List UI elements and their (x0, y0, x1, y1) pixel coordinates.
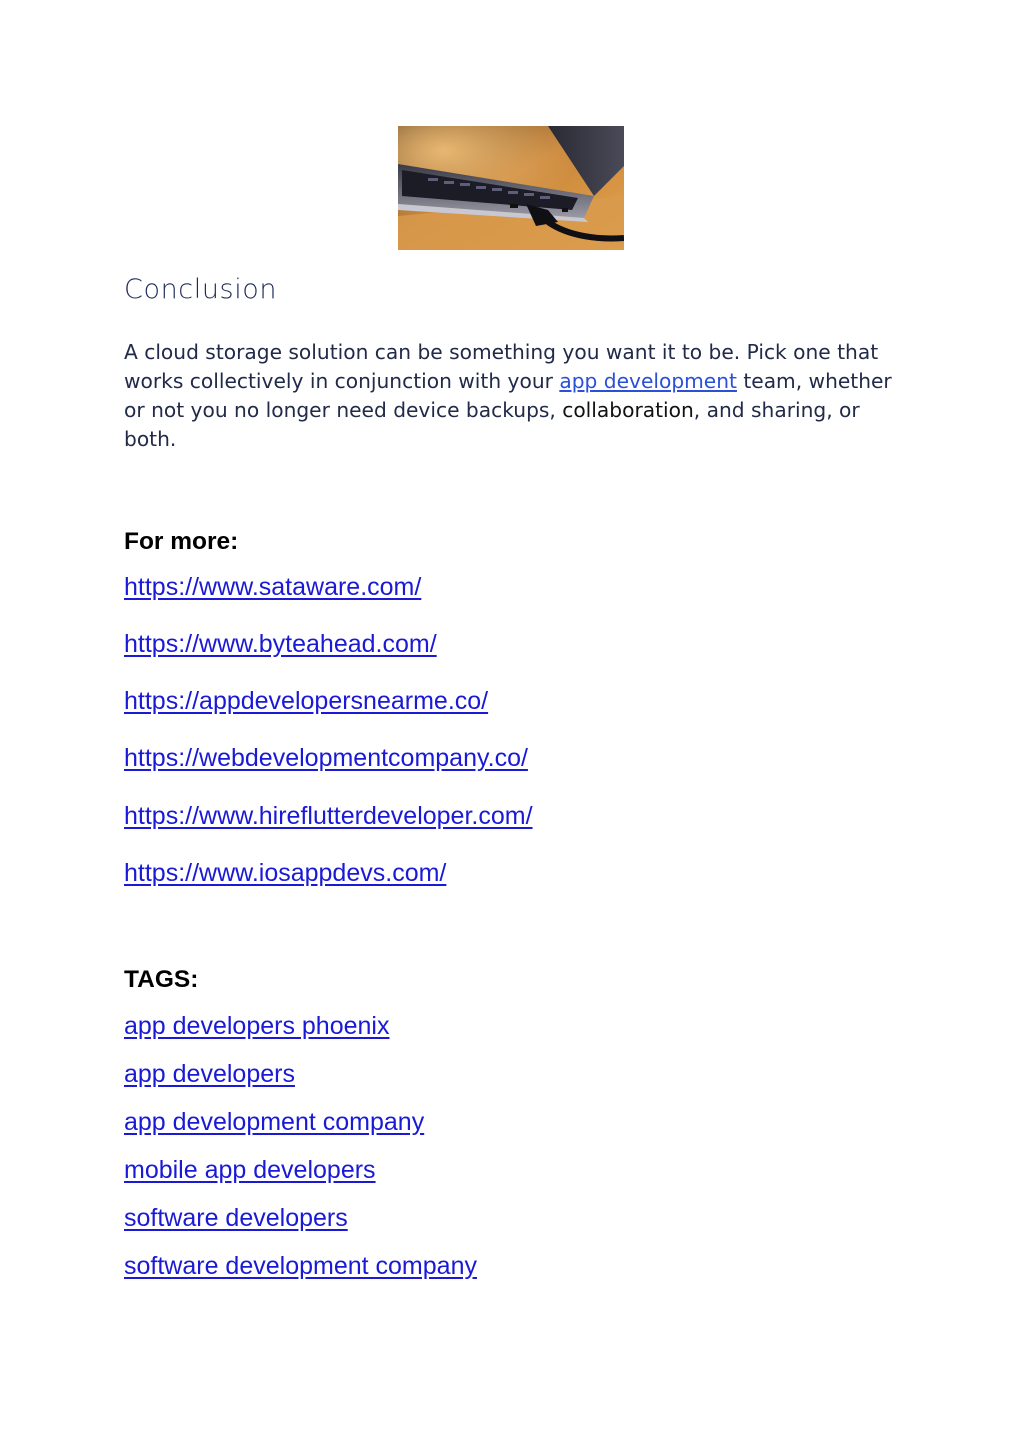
tag-mobile-app-developers[interactable]: mobile app developers (124, 1156, 376, 1184)
list-item (124, 1108, 424, 1137)
app-development-link[interactable]: app development (559, 369, 737, 393)
tag-software-developers[interactable]: software developers (124, 1204, 348, 1232)
sataware-link[interactable]: https://www.sataware.com/ (124, 573, 422, 601)
list-item (124, 744, 528, 773)
list-item (124, 630, 437, 659)
list-item (124, 1252, 477, 1281)
paragraph-text: A cloud storage solution can be something you want it to be. Pick one that works collectively in conjunction with your (124, 340, 879, 393)
tags-title: TAGS: (124, 966, 199, 993)
laptop-photo (398, 126, 624, 250)
byteahead-link[interactable]: https://www.byteahead.com/ (124, 630, 437, 658)
list-item (124, 687, 488, 716)
list-item (124, 1012, 389, 1041)
webdevelopmentcompany-link[interactable]: https://webdevelopmentcompany.co/ (124, 744, 528, 772)
list-item (124, 859, 446, 888)
tag-software-development-company[interactable]: software development company (124, 1252, 477, 1280)
list-item (124, 802, 533, 831)
appdevelopersnearme-link[interactable]: https://appdevelopersnearme.co/ (124, 687, 489, 715)
for-more-title: For more: (124, 528, 239, 555)
tag-app-developers-phoenix[interactable]: app developers phoenix (124, 1012, 390, 1040)
paragraph-text: team, whether or not you no longer need device backups, (124, 369, 892, 422)
iosappdevs-link[interactable]: https://www.iosappdevs.com/ (124, 859, 447, 887)
list-item (124, 1204, 348, 1233)
tag-app-development-company[interactable]: app development company (124, 1108, 425, 1136)
tag-app-developers[interactable]: app developers (124, 1060, 295, 1088)
paragraph-text: , and sharing, or both. (124, 398, 860, 451)
conclusion-heading: Conclusion (124, 274, 278, 305)
hireflutterdeveloper-link[interactable]: https://www.hireflutterdeveloper.com/ (124, 802, 533, 830)
list-item (124, 573, 421, 602)
paragraph-text: collaboration (562, 398, 694, 422)
conclusion-paragraph (124, 338, 904, 454)
list-item (124, 1156, 376, 1185)
list-item (124, 1060, 295, 1089)
